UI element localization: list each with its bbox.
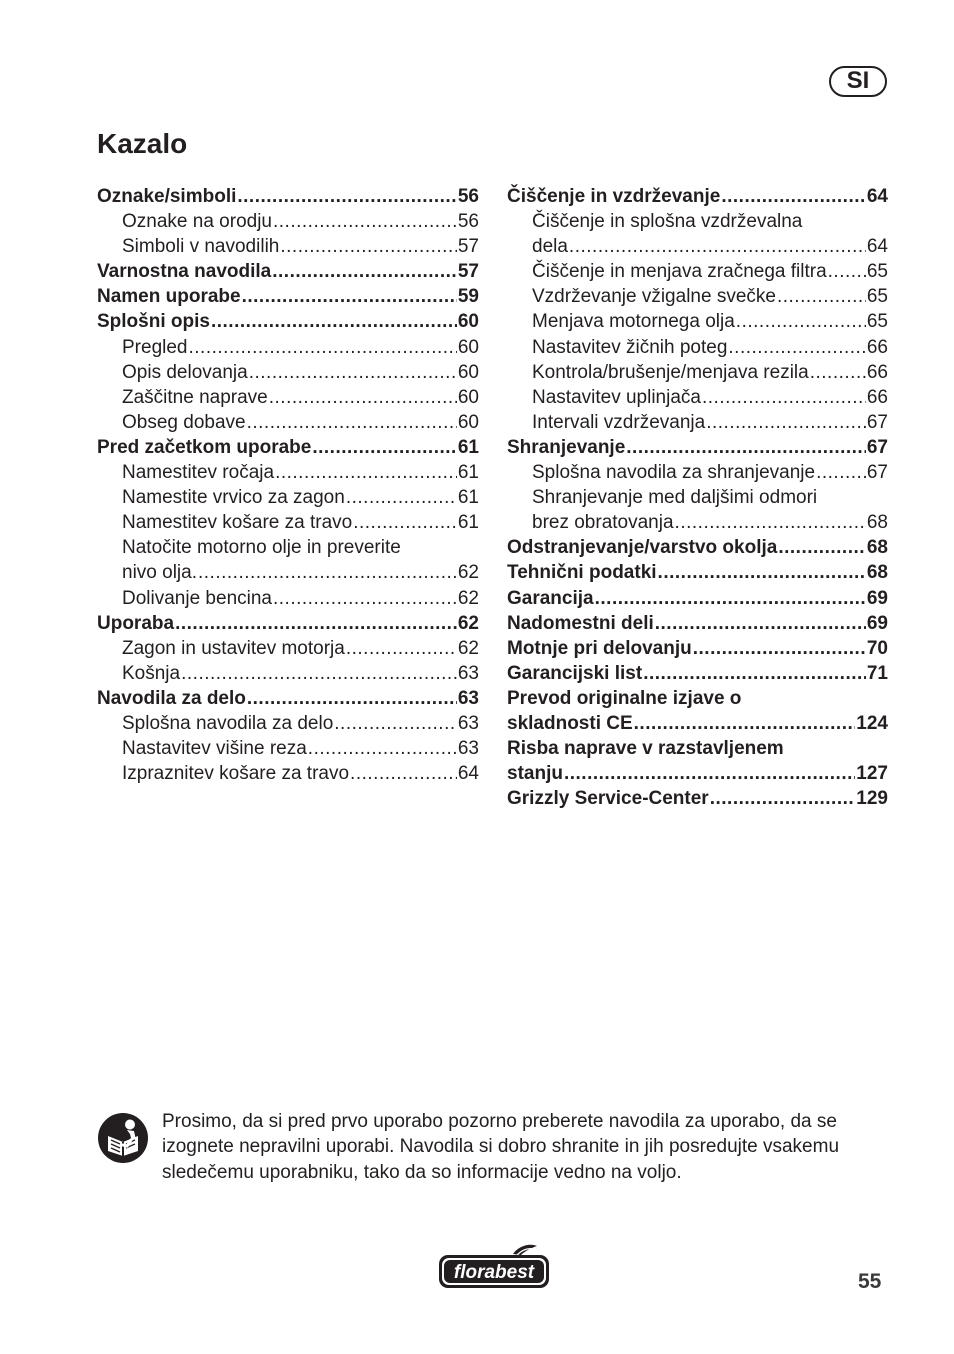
toc-entry-title: Shranjevanje — [507, 436, 626, 458]
dot-leader — [247, 410, 457, 435]
toc-page-number: 61 — [457, 436, 479, 458]
dot-leader — [189, 335, 457, 360]
toc-section — [507, 435, 888, 460]
toc-entry-title: Intervali vzdrževanja — [532, 411, 706, 433]
toc-entry-title: Natočite motorno olje in preverite — [122, 537, 401, 559]
toc-subsection — [97, 661, 479, 686]
dot-leader — [353, 510, 457, 535]
toc-section — [507, 736, 888, 786]
toc-page-number: 60 — [457, 361, 479, 383]
dot-leader — [249, 360, 457, 385]
dot-leader — [275, 460, 457, 485]
dot-leader — [634, 711, 856, 736]
toc-page-number: 67 — [866, 462, 888, 484]
toc-entry-title: Nastavitev uplinjača — [532, 386, 701, 408]
toc-entry-title: Grizzly Service-Center — [507, 788, 709, 810]
toc-entry-title: skladnosti CE — [507, 712, 633, 734]
toc-entry-title: Odstranjevanje/varstvo okolja — [507, 537, 778, 559]
toc-subsection — [97, 535, 479, 585]
dot-leader — [334, 711, 457, 736]
dot-leader — [211, 309, 457, 334]
toc-subsection — [97, 510, 479, 535]
toc-section — [97, 259, 479, 284]
page-title: Kazalo — [97, 128, 188, 159]
dot-leader — [693, 636, 866, 661]
toc-subsection — [97, 586, 479, 611]
toc-subsection — [97, 636, 479, 661]
dot-leader — [564, 761, 855, 786]
toc-subsection — [97, 410, 479, 435]
dot-leader — [273, 209, 457, 234]
toc-right-column — [507, 184, 888, 811]
dot-leader — [710, 786, 856, 811]
toc-page-number: 62 — [457, 612, 479, 634]
dot-leader — [312, 435, 457, 460]
toc-page-number: 62 — [457, 637, 479, 659]
toc-entry-title: Risba naprave v razstavljenem — [507, 738, 784, 760]
toc-page-number: 65 — [866, 311, 888, 333]
toc-page-number: 59 — [457, 286, 479, 308]
toc-page-number: 127 — [856, 763, 888, 785]
dot-leader — [272, 259, 457, 284]
toc-page-number: 63 — [457, 738, 479, 760]
toc-entry-title: Nastavitev višine reza — [122, 738, 307, 760]
toc-section — [97, 184, 479, 209]
toc-page-number: 61 — [457, 512, 479, 534]
toc-page-number: 68 — [866, 537, 888, 559]
toc-section — [507, 786, 888, 811]
toc-entry-title: Kontrola/brušenje/menjava rezila — [532, 361, 809, 383]
toc-page-number: 56 — [457, 186, 479, 207]
dot-leader — [816, 460, 866, 485]
toc-subsection — [97, 385, 479, 410]
dot-leader — [675, 510, 866, 535]
toc-entry-title: Tehnični podatki — [507, 562, 657, 584]
toc-section — [507, 184, 888, 209]
toc-subsection — [507, 335, 888, 360]
toc-section — [507, 661, 888, 686]
toc-subsection — [97, 485, 479, 510]
toc-page-number: 64 — [866, 186, 888, 207]
toc-entry-title: Menjava motornega olja — [532, 311, 735, 333]
toc-subsection — [507, 385, 888, 410]
toc-page-number: 69 — [866, 612, 888, 634]
toc-entry-title: Zaščitne naprave — [122, 386, 268, 408]
toc-entry-title: Garancija — [507, 587, 594, 609]
toc-subsection — [97, 460, 479, 485]
toc-entry-title: Košnja — [122, 662, 181, 684]
toc-entry-title: Varnostna navodila — [97, 261, 272, 283]
toc-page-number: 66 — [866, 361, 888, 383]
toc-subsection — [97, 209, 479, 234]
toc-page-number: 63 — [457, 712, 479, 734]
dot-leader — [658, 560, 866, 585]
toc-page-number: 64 — [866, 236, 888, 258]
toc-entry-title: Zagon in ustavitev motorja — [122, 637, 345, 659]
dot-leader — [242, 284, 457, 309]
toc-entry-title: Oznake na orodju — [122, 211, 272, 233]
dot-leader — [702, 385, 866, 410]
toc-page-number: 63 — [457, 687, 479, 709]
toc-page-number: 60 — [457, 411, 479, 433]
toc-page-number: 124 — [856, 712, 888, 734]
dot-leader — [778, 535, 866, 560]
toc-subsection — [507, 460, 888, 485]
dot-leader — [237, 184, 456, 209]
toc-entry-title: Prevod originalne izjave o — [507, 687, 742, 709]
toc-entry-title: Obseg dobave — [122, 411, 246, 433]
toc-page-number: 65 — [866, 261, 888, 283]
toc-subsection — [97, 761, 479, 786]
dot-leader — [569, 234, 866, 259]
toc-entry-title: nivo olja. — [122, 562, 197, 584]
toc-page-number: 129 — [856, 788, 888, 810]
toc-entry-title: Pred začetkom uporabe — [97, 436, 312, 458]
toc-page-number: 66 — [866, 336, 888, 358]
toc-entry-title: Namen uporabe — [97, 286, 241, 308]
toc-section — [507, 611, 888, 636]
toc-page-number: 69 — [866, 587, 888, 609]
toc-entry-title: Splošna navodila za shranjevanje — [532, 462, 816, 484]
dot-leader — [247, 686, 457, 711]
dot-leader — [721, 184, 866, 209]
dot-leader — [175, 611, 457, 636]
toc-entry-title: Čiščenje in vzdrževanje — [507, 186, 721, 207]
dot-leader — [810, 360, 866, 385]
dot-leader — [777, 284, 866, 309]
dot-leader — [595, 586, 866, 611]
toc-subsection — [97, 736, 479, 761]
toc-entry-title: Namestitev košare za travo — [122, 512, 353, 534]
toc-page-number: 68 — [866, 562, 888, 584]
toc-entry-title: Čiščenje in menjava zračnega filtra — [532, 261, 827, 283]
toc-subsection — [97, 234, 479, 259]
toc-page-number: 65 — [866, 286, 888, 308]
toc-entry-title: Nadomestni deli — [507, 612, 654, 634]
florabest-logo — [437, 1243, 551, 1291]
dot-leader — [346, 636, 457, 661]
toc-page-number: 71 — [866, 662, 888, 684]
toc-page-number: 67 — [866, 436, 888, 458]
toc-subsection — [507, 259, 888, 284]
toc-page-number: 57 — [457, 261, 479, 283]
toc-page-number: 68 — [866, 512, 888, 534]
toc-section — [97, 435, 479, 460]
toc-page-number: 63 — [457, 662, 479, 684]
toc-section — [97, 284, 479, 309]
toc-entry-title: Opis delovanja — [122, 361, 248, 383]
toc-subsection — [507, 410, 888, 435]
toc-section — [507, 636, 888, 661]
toc-entry-title: Oznake/simboli — [97, 186, 237, 207]
dot-leader — [280, 234, 457, 259]
toc-entry-title: Navodila za delo — [97, 687, 246, 709]
toc-entry-title: Uporaba — [97, 612, 175, 634]
read-manual-icon — [97, 1112, 149, 1164]
toc-entry-title: Simboli v navodilih — [122, 236, 280, 258]
toc-page-number: 60 — [457, 386, 479, 408]
dot-leader — [626, 435, 866, 460]
language-badge: SI — [829, 66, 887, 97]
dot-leader — [706, 410, 866, 435]
toc-page-number: 61 — [457, 487, 479, 509]
dot-leader — [273, 586, 457, 611]
toc-entry-title: Čiščenje in splošna vzdrževalna — [532, 211, 803, 233]
toc-entry-title: Izpraznitev košare za travo — [122, 763, 350, 785]
dot-leader — [655, 611, 866, 636]
toc-entry-title: Dolivanje bencina — [122, 587, 272, 609]
toc-section — [507, 535, 888, 560]
toc-page-number: 67 — [866, 411, 888, 433]
toc-page-number: 66 — [866, 386, 888, 408]
toc-entry-title: Shranjevanje med daljšimi odmori — [532, 487, 818, 509]
dot-leader — [269, 385, 457, 410]
dot-leader — [728, 335, 865, 360]
toc-page-number: 64 — [457, 763, 479, 785]
svg-text:florabest: florabest — [453, 1262, 535, 1283]
dot-leader — [308, 736, 457, 761]
dot-leader — [346, 485, 457, 510]
toc-subsection — [97, 335, 479, 360]
toc-entry-title: Nastavitev žičnih poteg — [532, 336, 728, 358]
toc-page-number: 62 — [457, 587, 479, 609]
toc-section — [97, 686, 479, 711]
toc-section — [97, 611, 479, 636]
toc-entry-title: Garancijski list — [507, 662, 643, 684]
dot-leader — [736, 309, 866, 334]
toc-page-number: 60 — [457, 336, 479, 358]
toc-section — [507, 560, 888, 585]
dot-leader — [181, 661, 457, 686]
page-number: 55 — [858, 1270, 882, 1293]
toc-subsection — [507, 209, 888, 259]
dot-leader — [198, 560, 457, 585]
toc-subsection — [97, 360, 479, 385]
toc-entry-title: dela — [532, 236, 568, 258]
toc-entry-title: Splošni opis — [97, 311, 210, 333]
toc-subsection — [507, 309, 888, 334]
toc-entry-title: Namestite vrvico za zagon — [122, 487, 345, 509]
toc-entry-title: Motnje pri delovanju — [507, 637, 692, 659]
toc-subsection — [97, 711, 479, 736]
toc-page-number: 57 — [457, 236, 479, 258]
toc-page-number: 62 — [457, 562, 479, 584]
toc-section — [97, 309, 479, 334]
toc-page-number: 61 — [457, 462, 479, 484]
dot-leader — [350, 761, 457, 786]
toc-entry-title: Pregled — [122, 336, 188, 358]
toc-section — [507, 586, 888, 611]
toc-entry-title: Splošna navodila za delo — [122, 712, 334, 734]
toc-entry-title: Namestitev ročaja — [122, 462, 275, 484]
toc-left-column — [97, 184, 479, 786]
toc-page-number: 60 — [457, 311, 479, 333]
toc-subsection — [507, 360, 888, 385]
toc-page-number: 70 — [866, 637, 888, 659]
toc-entry-title: stanju — [507, 763, 563, 785]
toc-subsection — [507, 284, 888, 309]
toc-entry-title: brez obratovanja — [532, 512, 674, 534]
toc-section — [507, 686, 888, 736]
dot-leader — [643, 661, 866, 686]
toc-entry-title: Vzdrževanje vžigalne svečke — [532, 286, 776, 308]
toc-page-number: 56 — [457, 211, 479, 233]
dot-leader — [828, 259, 866, 284]
toc-subsection — [507, 485, 888, 535]
notice-text: Prosimo, da si pred prvo uporabo pozorno preberete navodila za uporabo, da se izognete nepravilni uporabi. Navodila si dobro shranite in jih posredujte vsakemu sledečemu uporabniku, tako da so informacije vedno na voljo. — [162, 1111, 840, 1183]
